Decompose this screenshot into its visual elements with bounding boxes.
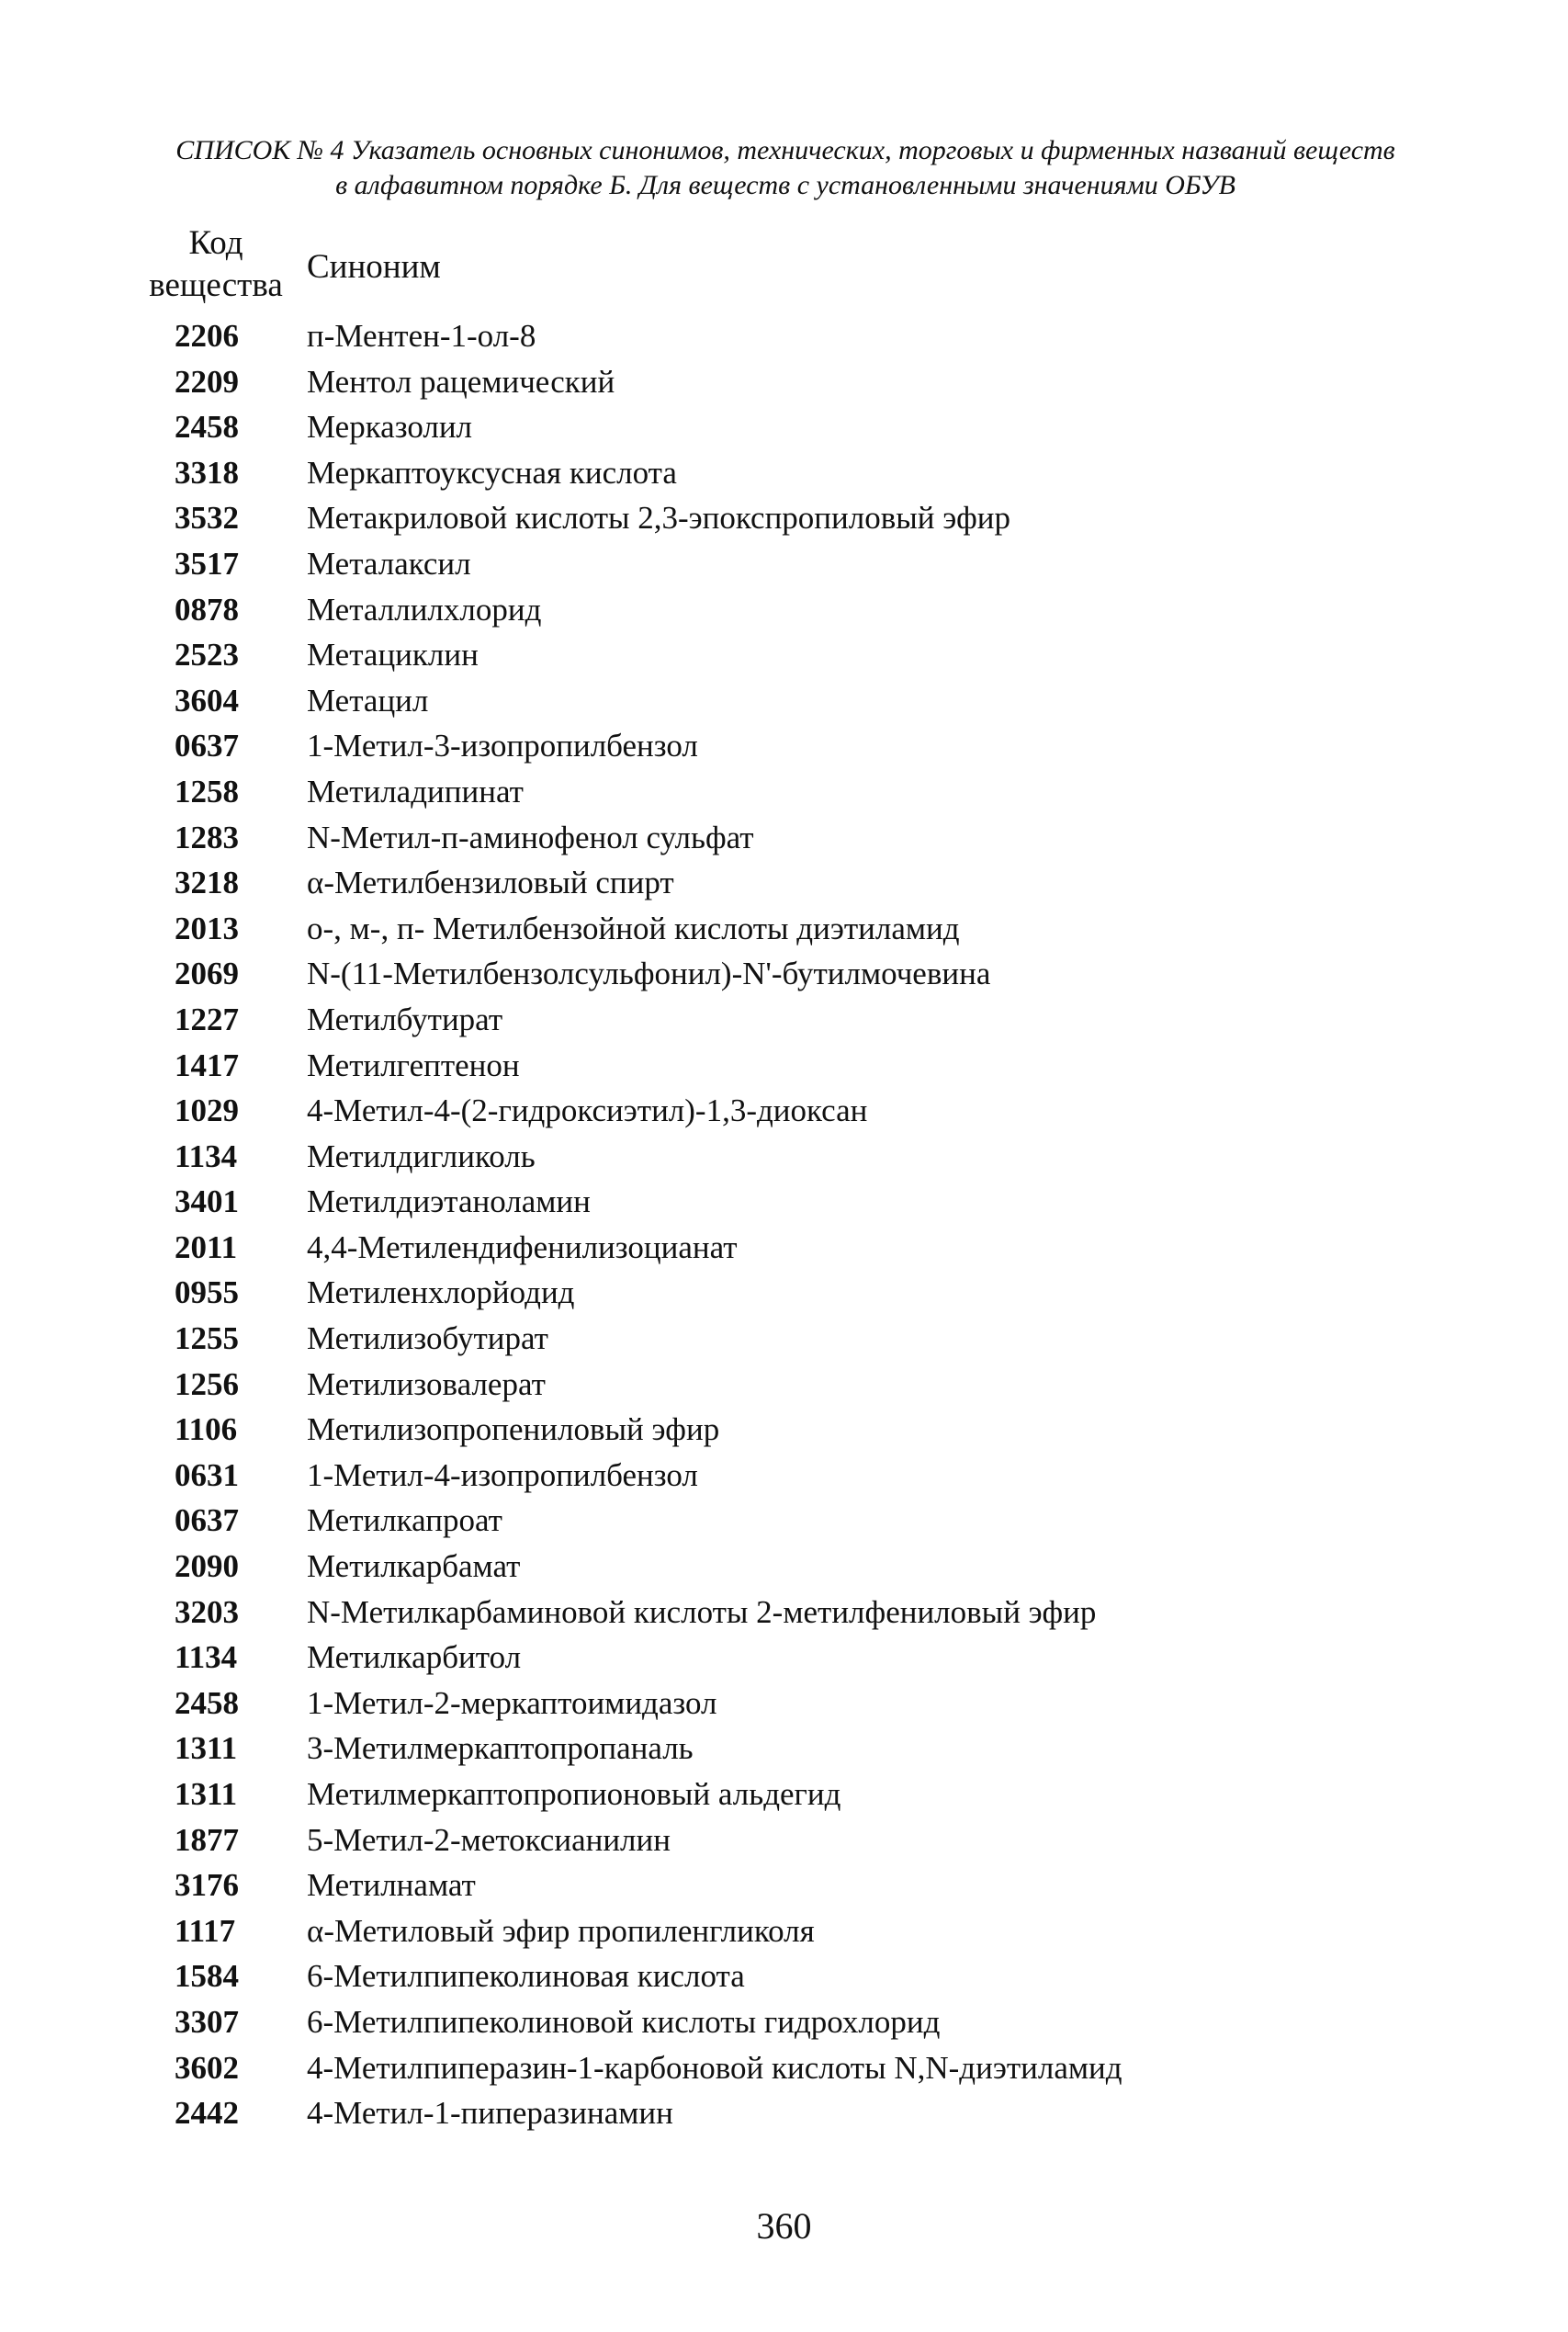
- table-row: [0, 587, 1568, 633]
- substance-code: 2206: [175, 318, 239, 354]
- substance-code: 1255: [175, 1320, 239, 1357]
- synonym-text: Метилкапроат: [307, 1502, 502, 1539]
- substance-code: 3604: [175, 682, 239, 719]
- table-row: [0, 1407, 1568, 1453]
- header-code-line-1: Код: [188, 224, 243, 262]
- table-row: [0, 1817, 1568, 1863]
- substance-code: 2523: [175, 637, 239, 674]
- table-row: [0, 1270, 1568, 1316]
- substance-code: 3176: [175, 1867, 239, 1904]
- table-row: [0, 632, 1568, 678]
- table-row: [0, 678, 1568, 724]
- table-row: [0, 860, 1568, 906]
- substance-code: 0637: [175, 728, 239, 764]
- table-row: [0, 1134, 1568, 1180]
- table-row: [0, 1726, 1568, 1772]
- synonym-text: Метиленхлорйодид: [307, 1274, 575, 1311]
- table-row: [0, 1544, 1568, 1590]
- synonym-text: Метилдиэтаноламин: [307, 1183, 591, 1220]
- synonym-text: Металаксил: [307, 545, 471, 582]
- substance-code: 2013: [175, 910, 239, 946]
- header-synonym-column: Синоним: [307, 248, 441, 286]
- table-row: [0, 1999, 1568, 2045]
- table-row: [0, 450, 1568, 496]
- substance-code: 2209: [175, 363, 239, 400]
- table-row: [0, 906, 1568, 952]
- substance-code: 1029: [175, 1092, 239, 1129]
- substance-code: 3517: [175, 545, 239, 582]
- table-row: [0, 1590, 1568, 1636]
- synonym-text: 1-Метил-4-изопропилбензол: [307, 1456, 698, 1493]
- table-row: [0, 1908, 1568, 1954]
- table-row: [0, 1362, 1568, 1408]
- table-row: [0, 1953, 1568, 1999]
- substance-code: 1134: [175, 1639, 238, 1676]
- synonym-text: Ментол рацемический: [307, 363, 615, 400]
- table-row: [0, 313, 1568, 359]
- synonym-text: N-(11-Метилбензолсульфонил)-N'-бутилмочевина: [307, 956, 991, 992]
- substance-code: 1283: [175, 819, 239, 855]
- synonym-text: п-Ментен-1-ол-8: [307, 318, 536, 354]
- synonym-text: 4-Метил-1-пиперазинамин: [307, 2095, 673, 2132]
- substance-code: 2011: [175, 1228, 238, 1265]
- synonym-text: 6-Метилпипеколиновая кислота: [307, 1958, 745, 1995]
- substance-code: 3602: [175, 2049, 239, 2086]
- synonym-text: α-Метиловый эфир пропиленгликоля: [307, 1912, 815, 1949]
- table-row: [0, 1043, 1568, 1089]
- substance-code: 0955: [175, 1274, 239, 1311]
- synonym-text: 4-Метил-4-(2-гидроксиэтил)-1,3-диоксан: [307, 1092, 868, 1129]
- substance-code: 1311: [175, 1730, 238, 1767]
- synonym-text: Метакриловой кислоты 2,3-эпокспропиловый эфир: [307, 500, 1010, 537]
- substance-code: 1417: [175, 1047, 239, 1083]
- table-row: [0, 2045, 1568, 2091]
- synonym-text: 1-Метил-2-меркаптоимидазол: [307, 1684, 717, 1721]
- synonym-text: Метилкарбитол: [307, 1639, 522, 1676]
- synonym-text: Метилизобутират: [307, 1320, 548, 1357]
- synonym-text: Метилгептенон: [307, 1047, 520, 1083]
- synonym-text: 4,4-Метилендифенилизоцианат: [307, 1228, 738, 1265]
- synonym-text: N-Метилкарбаминовой кислоты 2-метилфениловый эфир: [307, 1593, 1097, 1630]
- synonym-text: Метиладипинат: [307, 773, 524, 809]
- table-row: [0, 1316, 1568, 1362]
- substance-code: 0878: [175, 591, 239, 628]
- substance-code: 3532: [175, 500, 239, 537]
- substance-code: 2069: [175, 956, 239, 992]
- table-row: [0, 495, 1568, 541]
- synonym-text: Металлилхлорид: [307, 591, 542, 628]
- substance-code: 1227: [175, 1001, 239, 1037]
- synonym-table-body: [0, 313, 1568, 2136]
- table-row: [0, 2090, 1568, 2136]
- substance-code: 3401: [175, 1183, 239, 1220]
- synonym-text: Меркаптоуксусная кислота: [307, 454, 677, 491]
- synonym-text: 3-Метилмеркаптопропаналь: [307, 1730, 694, 1767]
- table-row: [0, 1862, 1568, 1908]
- substance-code: 0631: [175, 1456, 239, 1493]
- table-row: [0, 541, 1568, 587]
- table-row: [0, 1088, 1568, 1134]
- substance-code: 1256: [175, 1365, 239, 1402]
- substance-code: 1106: [175, 1411, 238, 1448]
- synonym-text: 4-Метилпиперазин-1-карбоновой кислоты N,N-диэтиламид: [307, 2049, 1122, 2086]
- table-row: [0, 723, 1568, 769]
- table-row: [0, 815, 1568, 861]
- substance-code: 1877: [175, 1821, 239, 1858]
- synonym-text: N-Метил-п-аминофенол сульфат: [307, 819, 754, 855]
- page-number: 360: [756, 2205, 812, 2247]
- substance-code: 3318: [175, 454, 239, 491]
- substance-code: 2458: [175, 1684, 239, 1721]
- synonym-text: о-, м-, п- Метилбензойной кислоты диэтиламид: [307, 910, 960, 946]
- table-row: [0, 1635, 1568, 1681]
- substance-code: 3203: [175, 1593, 239, 1630]
- list-caption-line-1: СПИСОК № 4 Указатель основных синонимов, технических, торговых и фирменных названий веществ: [175, 135, 1395, 165]
- substance-code: 1134: [175, 1138, 238, 1174]
- table-row: [0, 404, 1568, 450]
- table-row: [0, 769, 1568, 815]
- table-row: [0, 997, 1568, 1043]
- synonym-text: Метациклин: [307, 637, 479, 674]
- substance-code: 2442: [175, 2095, 239, 2132]
- substance-code: 1258: [175, 773, 239, 809]
- synonym-text: Метацил: [307, 682, 429, 719]
- table-row: [0, 951, 1568, 997]
- table-row: [0, 1225, 1568, 1271]
- header-code-column: [138, 222, 294, 307]
- substance-code: 2458: [175, 409, 239, 446]
- substance-code: 3307: [175, 2003, 239, 2040]
- substance-code: 0637: [175, 1502, 239, 1539]
- header-code-line-2: вещества: [149, 266, 283, 304]
- synonym-text: α-Метилбензиловый спирт: [307, 865, 674, 901]
- table-row: [0, 1453, 1568, 1499]
- synonym-text: Метилдигликоль: [307, 1138, 536, 1174]
- synonym-text: Мерказолил: [307, 409, 473, 446]
- synonym-text: Метилбутират: [307, 1001, 503, 1037]
- synonym-text: Метилизовалерат: [307, 1365, 546, 1402]
- synonym-text: Метилизопропениловый эфир: [307, 1411, 720, 1448]
- list-caption-line-2: в алфавитном порядке Б. Для веществ с установленными значениями ОБУВ: [335, 170, 1235, 200]
- table-row: [0, 1498, 1568, 1544]
- synonym-text: Метилмеркаптопропионовый альдегид: [307, 1776, 841, 1812]
- synonym-text: 5-Метил-2-метоксианилин: [307, 1821, 671, 1858]
- table-row: [0, 1179, 1568, 1225]
- synonym-text: 1-Метил-3-изопропилбензол: [307, 728, 698, 764]
- synonym-text: Метилнамат: [307, 1867, 476, 1904]
- substance-code: 1117: [175, 1912, 236, 1949]
- substance-code: 2090: [175, 1548, 239, 1585]
- table-row: [0, 1772, 1568, 1817]
- table-row: [0, 359, 1568, 405]
- substance-code: 3218: [175, 865, 239, 901]
- synonym-text: Метилкарбамат: [307, 1548, 521, 1585]
- synonym-text: 6-Метилпипеколиновой кислоты гидрохлорид: [307, 2003, 941, 2040]
- substance-code: 1311: [175, 1776, 238, 1812]
- table-row: [0, 1681, 1568, 1726]
- substance-code: 1584: [175, 1958, 239, 1995]
